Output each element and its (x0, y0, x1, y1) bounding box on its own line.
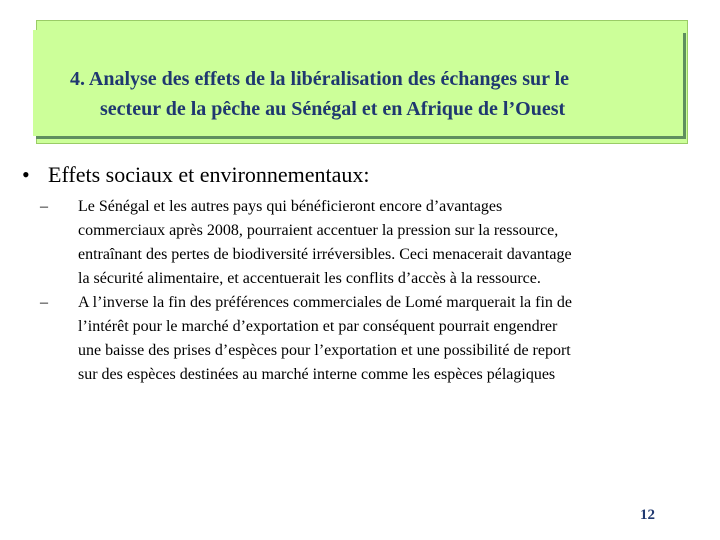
title-line-1: 4. Analyse des effets de la libéralisation des échanges sur le (70, 68, 570, 90)
title-line-2: secteur de la pêche au Sénégal et en Afrique de l’Ouest (100, 98, 566, 120)
sub-item-line: commerciaux après 2008, pourraient accentuer la pression sur la ressource, (78, 222, 559, 239)
bullet-item (22, 160, 370, 190)
page-number: 12 (640, 507, 655, 523)
sub-item-dash: – (40, 294, 48, 311)
sub-item-line: Le Sénégal et les autres pays qui bénéficieront encore d’avantages (78, 198, 503, 215)
sub-item-text (78, 195, 718, 291)
sub-item-line: la sécurité alimentaire, et accentuerait les conflits d’accès à la ressource. (78, 270, 541, 287)
bullet-text: Effets sociaux et environnementaux: (48, 162, 370, 187)
sub-item-line: l’intérêt pour le marché d’exportation et par conséquent pourrait engendrer (78, 318, 558, 335)
sub-item-line: une baisse des prises d’espèces pour l’exportation et une possibilité de report (78, 342, 571, 359)
sub-item-line: sur des espèces destinées au marché interne comme les espèces pélagiques (78, 366, 556, 383)
sub-item-line: A l’inverse la fin des préférences commerciales de Lomé marquerait la fin de (78, 294, 572, 311)
sub-item-dash: – (40, 198, 48, 215)
sub-item-text (78, 291, 718, 387)
sub-item-line: entraînant des pertes de biodiversité irréversibles. Ceci menacerait davantage (78, 246, 572, 263)
bullet-dot: • (22, 162, 30, 187)
slide-title (44, 64, 694, 124)
